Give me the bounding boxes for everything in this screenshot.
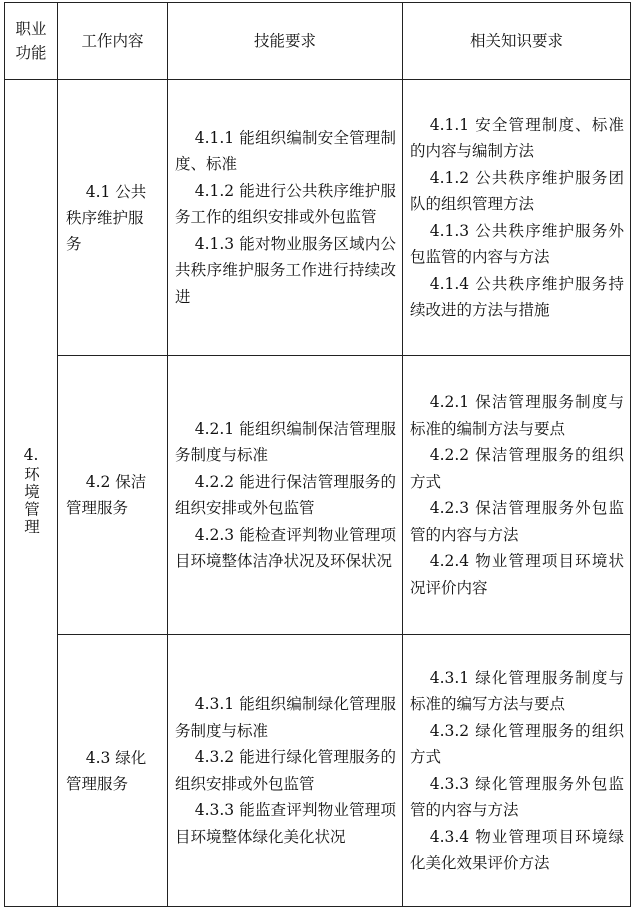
knowledge-item: 4.3.4 物业管理项目环境绿化美化效果评价方法 xyxy=(410,827,624,872)
work-content-line: 管理服务 xyxy=(66,499,129,517)
knowledge-cell xyxy=(403,80,631,356)
header-row xyxy=(5,3,631,80)
function-cell xyxy=(5,80,58,907)
work-content-line: 秩序维护服 xyxy=(66,208,144,227)
skills-cell xyxy=(168,80,403,356)
table-row xyxy=(5,80,631,356)
function-name: 环境管理 xyxy=(22,466,40,536)
knowledge-item: 4.2.1 保洁管理服务制度与标准的编制方法与要点 xyxy=(410,393,624,438)
table-row xyxy=(5,356,631,635)
knowledge-item: 4.3.1 绿化管理服务制度与标准的编写方法与要点 xyxy=(410,668,624,713)
skill-item: 4.2.1 能组织编制保洁管理服务制度与标准 xyxy=(175,419,396,464)
work-content-line: 管理服务 xyxy=(66,774,129,793)
knowledge-item: 4.3.3 绿化管理服务外包监管的内容与方法 xyxy=(410,774,624,819)
skill-item: 4.1.2 能进行公共秩序维护服务工作的组织安排或外包监管 xyxy=(175,181,396,227)
knowledge-cell xyxy=(403,635,631,907)
work-content-line: 4.2 保洁 xyxy=(85,473,147,491)
skills-cell xyxy=(168,356,403,635)
knowledge-item: 4.1.1 安全管理制度、标准的内容与编制方法 xyxy=(410,115,624,160)
requirements-table xyxy=(4,2,631,907)
header-function xyxy=(5,3,58,80)
work-content-line: 4.1 公共 xyxy=(85,182,147,201)
header-function-line2: 功能 xyxy=(15,44,47,62)
skill-item: 4.2.2 能进行保洁管理服务的组织安排或外包监管 xyxy=(175,472,396,517)
knowledge-item: 4.1.2 公共秩序维护服务团队的组织管理方法 xyxy=(410,168,624,213)
knowledge-item: 4.2.2 保洁管理服务的组织方式 xyxy=(410,446,624,491)
skill-item: 4.2.3 能检查评判物业管理项目环境整体洁净状况及环保状况 xyxy=(175,525,396,570)
knowledge-item: 4.3.2 绿化管理服务的组织方式 xyxy=(410,721,624,766)
work-content-cell xyxy=(58,80,168,356)
work-content-cell xyxy=(58,356,168,635)
knowledge-item: 4.1.3 公共秩序维护服务外包监管的内容与方法 xyxy=(410,221,624,266)
knowledge-item: 4.1.4 公共秩序维护服务持续改进的方法与措施 xyxy=(410,274,624,319)
knowledge-item: 4.2.3 保洁管理服务外包监管的内容与方法 xyxy=(410,499,624,544)
skill-item: 4.3.2 能进行绿化管理服务的组织安排或外包监管 xyxy=(175,748,396,793)
table-row xyxy=(5,635,631,907)
skill-item: 4.3.3 能监查评判物业管理项目环境整体绿化美化状况 xyxy=(175,801,396,846)
header-knowledge-requirements: 相关知识要求 xyxy=(403,3,631,80)
function-number: 4. xyxy=(23,446,39,464)
header-skill-requirements: 技能要求 xyxy=(168,3,403,80)
work-content-cell xyxy=(58,635,168,907)
work-content-line: 4.3 绿化 xyxy=(85,748,147,767)
skill-item: 4.1.3 能对物业服务区域内公共秩序维护服务工作进行持续改进 xyxy=(175,234,396,306)
knowledge-item: 4.2.4 物业管理项目环境状况评价内容 xyxy=(410,552,624,597)
skill-item: 4.1.1 能组织编制安全管理制度、标准 xyxy=(175,128,396,174)
header-function-line1: 职业 xyxy=(15,20,47,38)
knowledge-cell xyxy=(403,356,631,635)
work-content-line: 务 xyxy=(66,234,82,253)
skills-cell xyxy=(168,635,403,907)
header-work-content: 工作内容 xyxy=(58,3,168,80)
skill-item: 4.3.1 能组织编制绿化管理服务制度与标准 xyxy=(175,695,396,740)
